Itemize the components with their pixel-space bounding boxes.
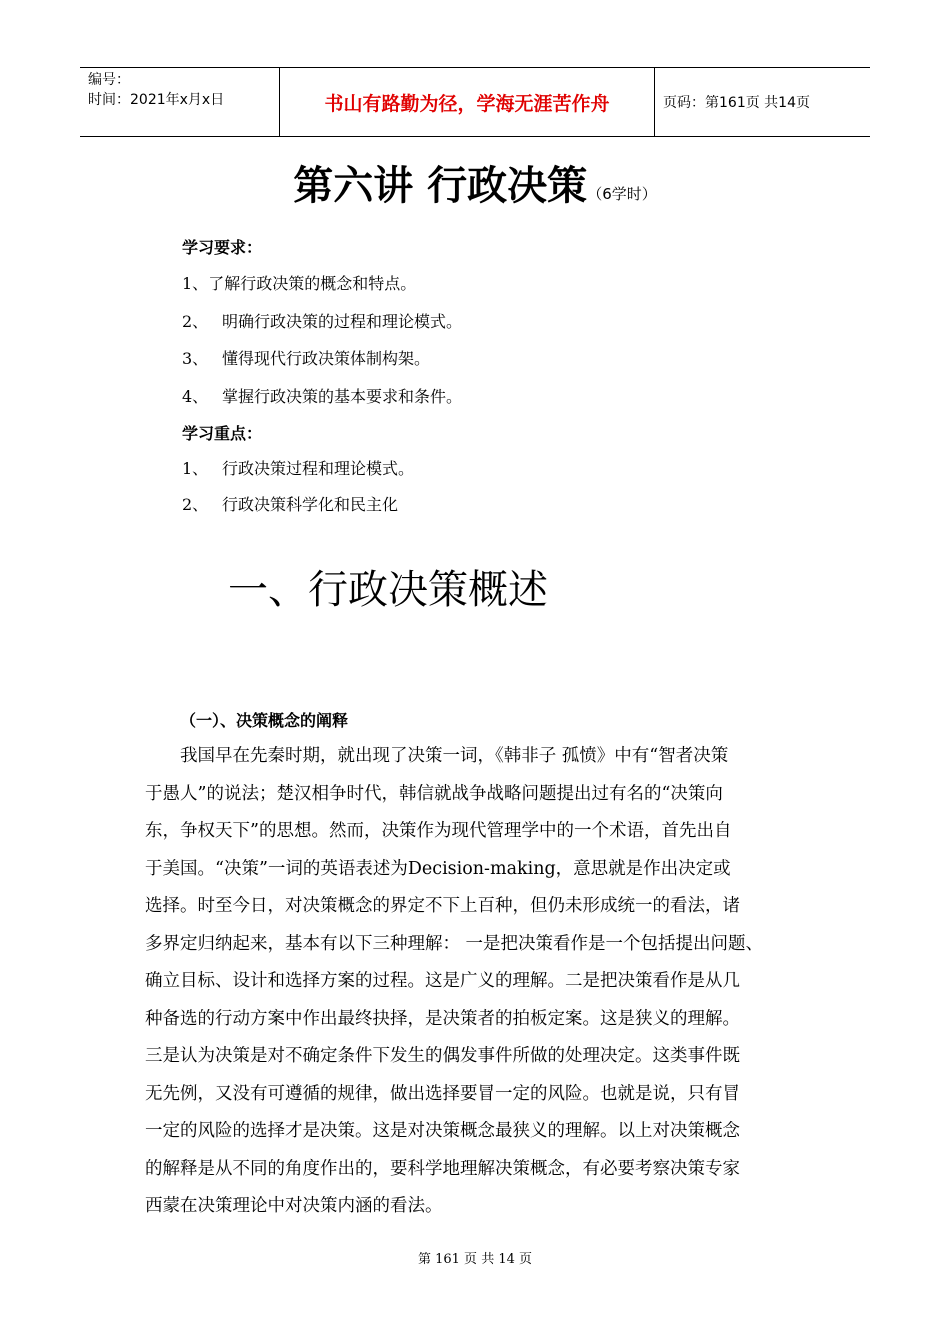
paragraph-line: 选择。时至今日，对决策概念的界定不下上百种，但仍未形成统一的看法，诸 [145, 896, 740, 916]
paragraph-line: 东，争权天下”的思想。然而，决策作为现代管理学中的一个术语，首先出自 [145, 821, 732, 841]
requirement-item: 3、 懂得现代行政决策体制构架。 [182, 349, 431, 368]
paragraph-line: 西蒙在决策理论中对决策内涵的看法。 [145, 1196, 443, 1216]
paragraph-line: 多界定归纳起来，基本有以下三种理解： 一是把决策看作是一个包括提出问题、 [145, 933, 764, 954]
requirement-item: 4、 掌握行政决策的基本要求和条件。 [182, 387, 463, 406]
number-label: 编号： [88, 72, 130, 88]
paragraph-line: 三是认为决策是对不确定条件下发生的偶发事件所做的处理决定。这类事件既 [145, 1046, 740, 1066]
paragraph-line: 种备选的行动方案中作出最终抉择，是决策者的拍板定案。这是狭义的理解。 [145, 1008, 740, 1029]
paragraph-line: 于愚人”的说法；楚汉相争时代，韩信就战争战略问题提出过有名的“决策向 [145, 783, 723, 804]
key-points-label: 学习重点： [182, 424, 263, 443]
subsection-heading: （一）、决策概念的阐释 [180, 711, 349, 730]
paragraph-line: 于美国。“决策”一词的英语表述为Decision-making，意思就是作出决定或 [145, 858, 731, 879]
key-point-item: 1、 行政决策过程和理论模式。 [182, 459, 415, 478]
requirements-label: 学习要求： [182, 238, 263, 257]
title-main: 第六讲 行政决策 [293, 163, 588, 209]
time-label: 时间：2021年x月x日 [88, 92, 225, 108]
key-point-item: 2、 行政决策科学化和民主化 [182, 495, 399, 514]
paragraph-line: 确立目标、设计和选择方案的过程。这是广义的理解。二是把决策看作是从几 [145, 971, 740, 991]
header-motto: 书山有路勤为径，学海无涯苦作舟 [280, 68, 655, 136]
paragraph-line: 一定的风险的选择才是决策。这是对决策概念最狭义的理解。以上对决策概念 [145, 1121, 740, 1141]
paragraph-line: 我国早在先秦时期，就出现了决策一词，《韩非子 孤愤》中有“智者决策 [145, 746, 729, 766]
requirement-item: 1、了解行政决策的概念和特点。 [182, 274, 417, 293]
section-heading: 一、行政决策概述 [228, 567, 548, 613]
page-footer: 第 161 页 共 14 页 [417, 1252, 533, 1267]
body-paragraph [145, 738, 825, 1226]
page-header [80, 67, 870, 137]
paragraph-line: 的解释是从不同的角度作出的，要科学地理解决策概念，有必要考察决策专家 [145, 1158, 740, 1179]
page-title [0, 160, 950, 220]
title-sub: （6学时） [587, 185, 657, 203]
header-page-info: 页码：第161页 共14页 [663, 95, 810, 111]
header-meta [80, 68, 280, 136]
requirement-item: 2、 明确行政决策的过程和理论模式。 [182, 312, 463, 331]
paragraph-line: 无先例，又没有可遵循的规律，做出选择要冒一定的风险。也就是说，只有冒 [145, 1083, 740, 1104]
